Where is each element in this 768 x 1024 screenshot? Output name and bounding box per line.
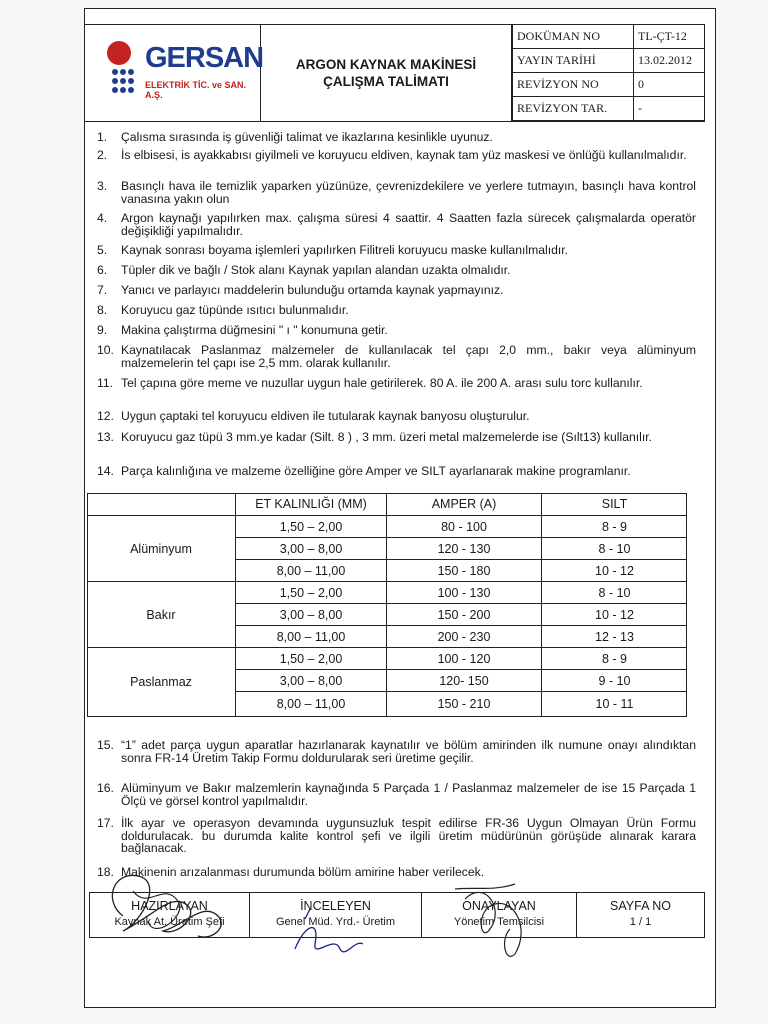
meta-row (513, 72, 705, 96)
item-number: 11. (97, 376, 114, 390)
item-text: Argon kaynağı yapılırken max. çalışma süresi 4 saattir. 4 Saatten fazla sürecek çalışmalarda operatör değişikliği yapılmalıdır. (121, 211, 696, 238)
title-line-1: ARGON KAYNAK MAKİNESİ (295, 57, 477, 72)
item-number: 13. (97, 430, 114, 444)
signature-title: İNCELEYEN (300, 899, 371, 913)
item-number: 15. (97, 738, 114, 752)
item-text: Kaynatılacak Paslanmaz malzemeler de kullanılacak tel çapı 2,0 mm., bakır veya alüminyum malzemelerin tel çapı ise 2,5 mm. olarak kullanılır. (121, 343, 696, 370)
item-text: Tel çapına göre meme ve nuzullar uygun hale getirilerek. 80 A. ile 200 A. arası sulu torc kullanılır. (121, 376, 643, 390)
meta-value: 0 (634, 72, 705, 96)
amper-cell: 100 - 130 (386, 581, 541, 603)
item-number: 6. (97, 263, 108, 277)
amper-cell: 120 - 130 (386, 537, 541, 559)
company-logo (85, 25, 264, 121)
amper-cell: 150 - 200 (386, 603, 541, 625)
item-text: Çalısma sırasında iş güvenliği talimat ve ikazlarına kesinlikle uyunuz. (121, 130, 493, 144)
welding-spec-table (87, 493, 687, 717)
silt-cell: 10 - 12 (541, 559, 687, 581)
silt-cell: 8 - 9 (541, 515, 687, 537)
page-number-value: 1 / 1 (629, 916, 652, 928)
material-cell: Alüminyum (87, 515, 235, 581)
amper-cell: 150 - 180 (386, 559, 541, 581)
document-page (84, 8, 716, 1008)
item-number: 9. (97, 323, 108, 337)
silt-cell: 9 - 10 (541, 669, 687, 691)
silt-cell: 8 - 10 (541, 581, 687, 603)
brand-name: GERSAN (145, 42, 264, 74)
meta-row (513, 48, 705, 72)
silt-cell: 12 - 13 (541, 625, 687, 647)
item-text: “1” adet parça uygun aparatlar hazırlanarak kaynatılır ve bölüm amirinden ilk numune onayı alındıktan sonra FR-14 Üretim Takip Formu doldurularak seri üretime geçilir. (121, 738, 696, 765)
item-text: Parça kalınlığına ve malzeme özelliğine göre Amper ve SILT ayarlanarak makine programlanır. (121, 464, 631, 478)
meta-row (513, 25, 705, 48)
logo-mark-icon (105, 39, 145, 99)
page-number-label: SAYFA NO (610, 899, 671, 913)
item-number: 7. (97, 283, 108, 297)
meta-key: DOKÜMAN NO (513, 25, 634, 48)
thickness-cell: 1,50 – 2,00 (235, 515, 386, 537)
meta-value: 13.02.2012 (634, 48, 705, 72)
item-text: İlk ayar ve operasyon devamında uygunsuzluk tespit edilirse FR-36 Uygun Olmayan Ürün Formu doldurulacak. bu durumda kalite kontrol şefi ve ilgili üretim müdürünün görüşüde alınarak karara bağlanacak. (121, 816, 696, 855)
item-number: 3. (97, 179, 108, 193)
material-cell: Paslanmaz (87, 647, 235, 716)
document-meta-table (512, 25, 705, 121)
document-header (85, 24, 705, 122)
brand-subtitle: ELEKTRİK TİC. ve SAN. A.Ş. (145, 80, 247, 100)
item-number: 5. (97, 243, 108, 257)
item-text: Tüpler dik ve bağlı / Stok alanı Kaynak yapılan alandan uzakta olmalıdır. (121, 263, 511, 277)
thickness-cell: 3,00 – 8,00 (235, 603, 386, 625)
item-number: 8. (97, 303, 108, 317)
thickness-cell: 1,50 – 2,00 (235, 647, 386, 669)
thickness-cell: 3,00 – 8,00 (235, 669, 386, 691)
signature-role: Genel Müd. Yrd.- Üretim (275, 916, 395, 928)
item-text: Uygun çaptaki tel koruyucu eldiven ile tutularak kaynak banyosu oluşturulur. (121, 409, 530, 423)
item-number: 1. (97, 130, 108, 144)
signature-table (89, 892, 705, 938)
title-line-2: ÇALIŞMA TALİMATI (323, 74, 449, 89)
material-cell: Bakır (87, 581, 235, 647)
item-number: 17. (97, 816, 114, 830)
amper-cell: 120- 150 (386, 669, 541, 691)
signature-role: Yönetim Temsilcisi (453, 916, 545, 928)
signature-title: HAZIRLAYAN (131, 899, 208, 913)
item-number: 16. (97, 781, 114, 795)
thickness-cell: 3,00 – 8,00 (235, 537, 386, 559)
signature-role: Kaynak At. Üretim Şefi (114, 916, 225, 928)
item-text: Basınçlı hava ile temizlik yaparken yüzünüze, çevrenizdekilere ve yerlere tutmayın, basınçlı hava kontrol vanasına yakın olun (121, 179, 696, 206)
column-header: ET KALINLIĞI (MM) (235, 493, 386, 515)
item-text: İs elbisesi, is ayakkabısı giyilmeli ve koruyucu eldiven, kaynak tam yüz maskesi ve önlüğü kullanılmalıdır. (121, 148, 687, 162)
silt-cell: 10 - 11 (541, 691, 687, 716)
silt-cell: 8 - 9 (541, 647, 687, 669)
thickness-cell: 8,00 – 11,00 (235, 625, 386, 647)
page-number-cell (577, 893, 704, 937)
item-number: 14. (97, 464, 114, 478)
item-text: Makina çalıştırma düğmesini " ı " konumuna getir. (121, 323, 388, 337)
column-header: AMPER (A) (386, 493, 541, 515)
column-header: SILT (541, 493, 687, 515)
item-number: 4. (97, 211, 108, 225)
item-text: Makinenin arızalanması durumunda bölüm amirine haber verilecek. (121, 865, 485, 879)
document-title (261, 25, 512, 121)
signature-reviewed (250, 893, 422, 937)
signature-title: ONAYLAYAN (462, 899, 536, 913)
item-number: 10. (97, 343, 114, 357)
amper-cell: 80 - 100 (386, 515, 541, 537)
meta-value: TL-ÇT-12 (634, 25, 705, 48)
item-text: Kaynak sonrası boyama işlemleri yapılırken Filitreli koruyucu maske kullanılmalıdır. (121, 243, 569, 257)
thickness-cell: 8,00 – 11,00 (235, 691, 386, 716)
meta-key: REVİZYON TAR. (513, 96, 634, 120)
item-text: Yanıcı ve parlayıcı maddelerin bulunduğu ortamda kaynak yapmayınız. (121, 283, 504, 297)
thickness-cell: 8,00 – 11,00 (235, 559, 386, 581)
item-number: 12. (97, 409, 114, 423)
signature-approved (422, 893, 577, 937)
meta-key: YAYIN TARİHİ (513, 48, 634, 72)
item-number: 2. (97, 148, 108, 162)
item-text: Koruyucu gaz tüpünde ısıtıcı bulunmalıdır. (121, 303, 349, 317)
thickness-cell: 1,50 – 2,00 (235, 581, 386, 603)
item-text: Koruyucu gaz tüpü 3 mm.ye kadar (Silt. 8 ) , 3 mm. üzeri metal malzemelerde ise (Sılt13) kullanılır. (121, 430, 653, 444)
amper-cell: 200 - 230 (386, 625, 541, 647)
meta-value: - (634, 96, 705, 120)
amper-cell: 100 - 120 (386, 647, 541, 669)
meta-row (513, 96, 705, 120)
silt-cell: 8 - 10 (541, 537, 687, 559)
meta-key: REVİZYON NO (513, 72, 634, 96)
signature-prepared (90, 893, 250, 937)
item-number: 18. (97, 865, 114, 879)
amper-cell: 150 - 210 (386, 691, 541, 716)
silt-cell: 10 - 12 (541, 603, 687, 625)
item-text: Alüminyum ve Bakır malzemlerin kaynağında 5 Parçada 1 / Paslanmaz malzemeler de ise 15 Parçada 1 Ölçü ve görsel kontrol yapılmalıdır. (121, 781, 696, 808)
